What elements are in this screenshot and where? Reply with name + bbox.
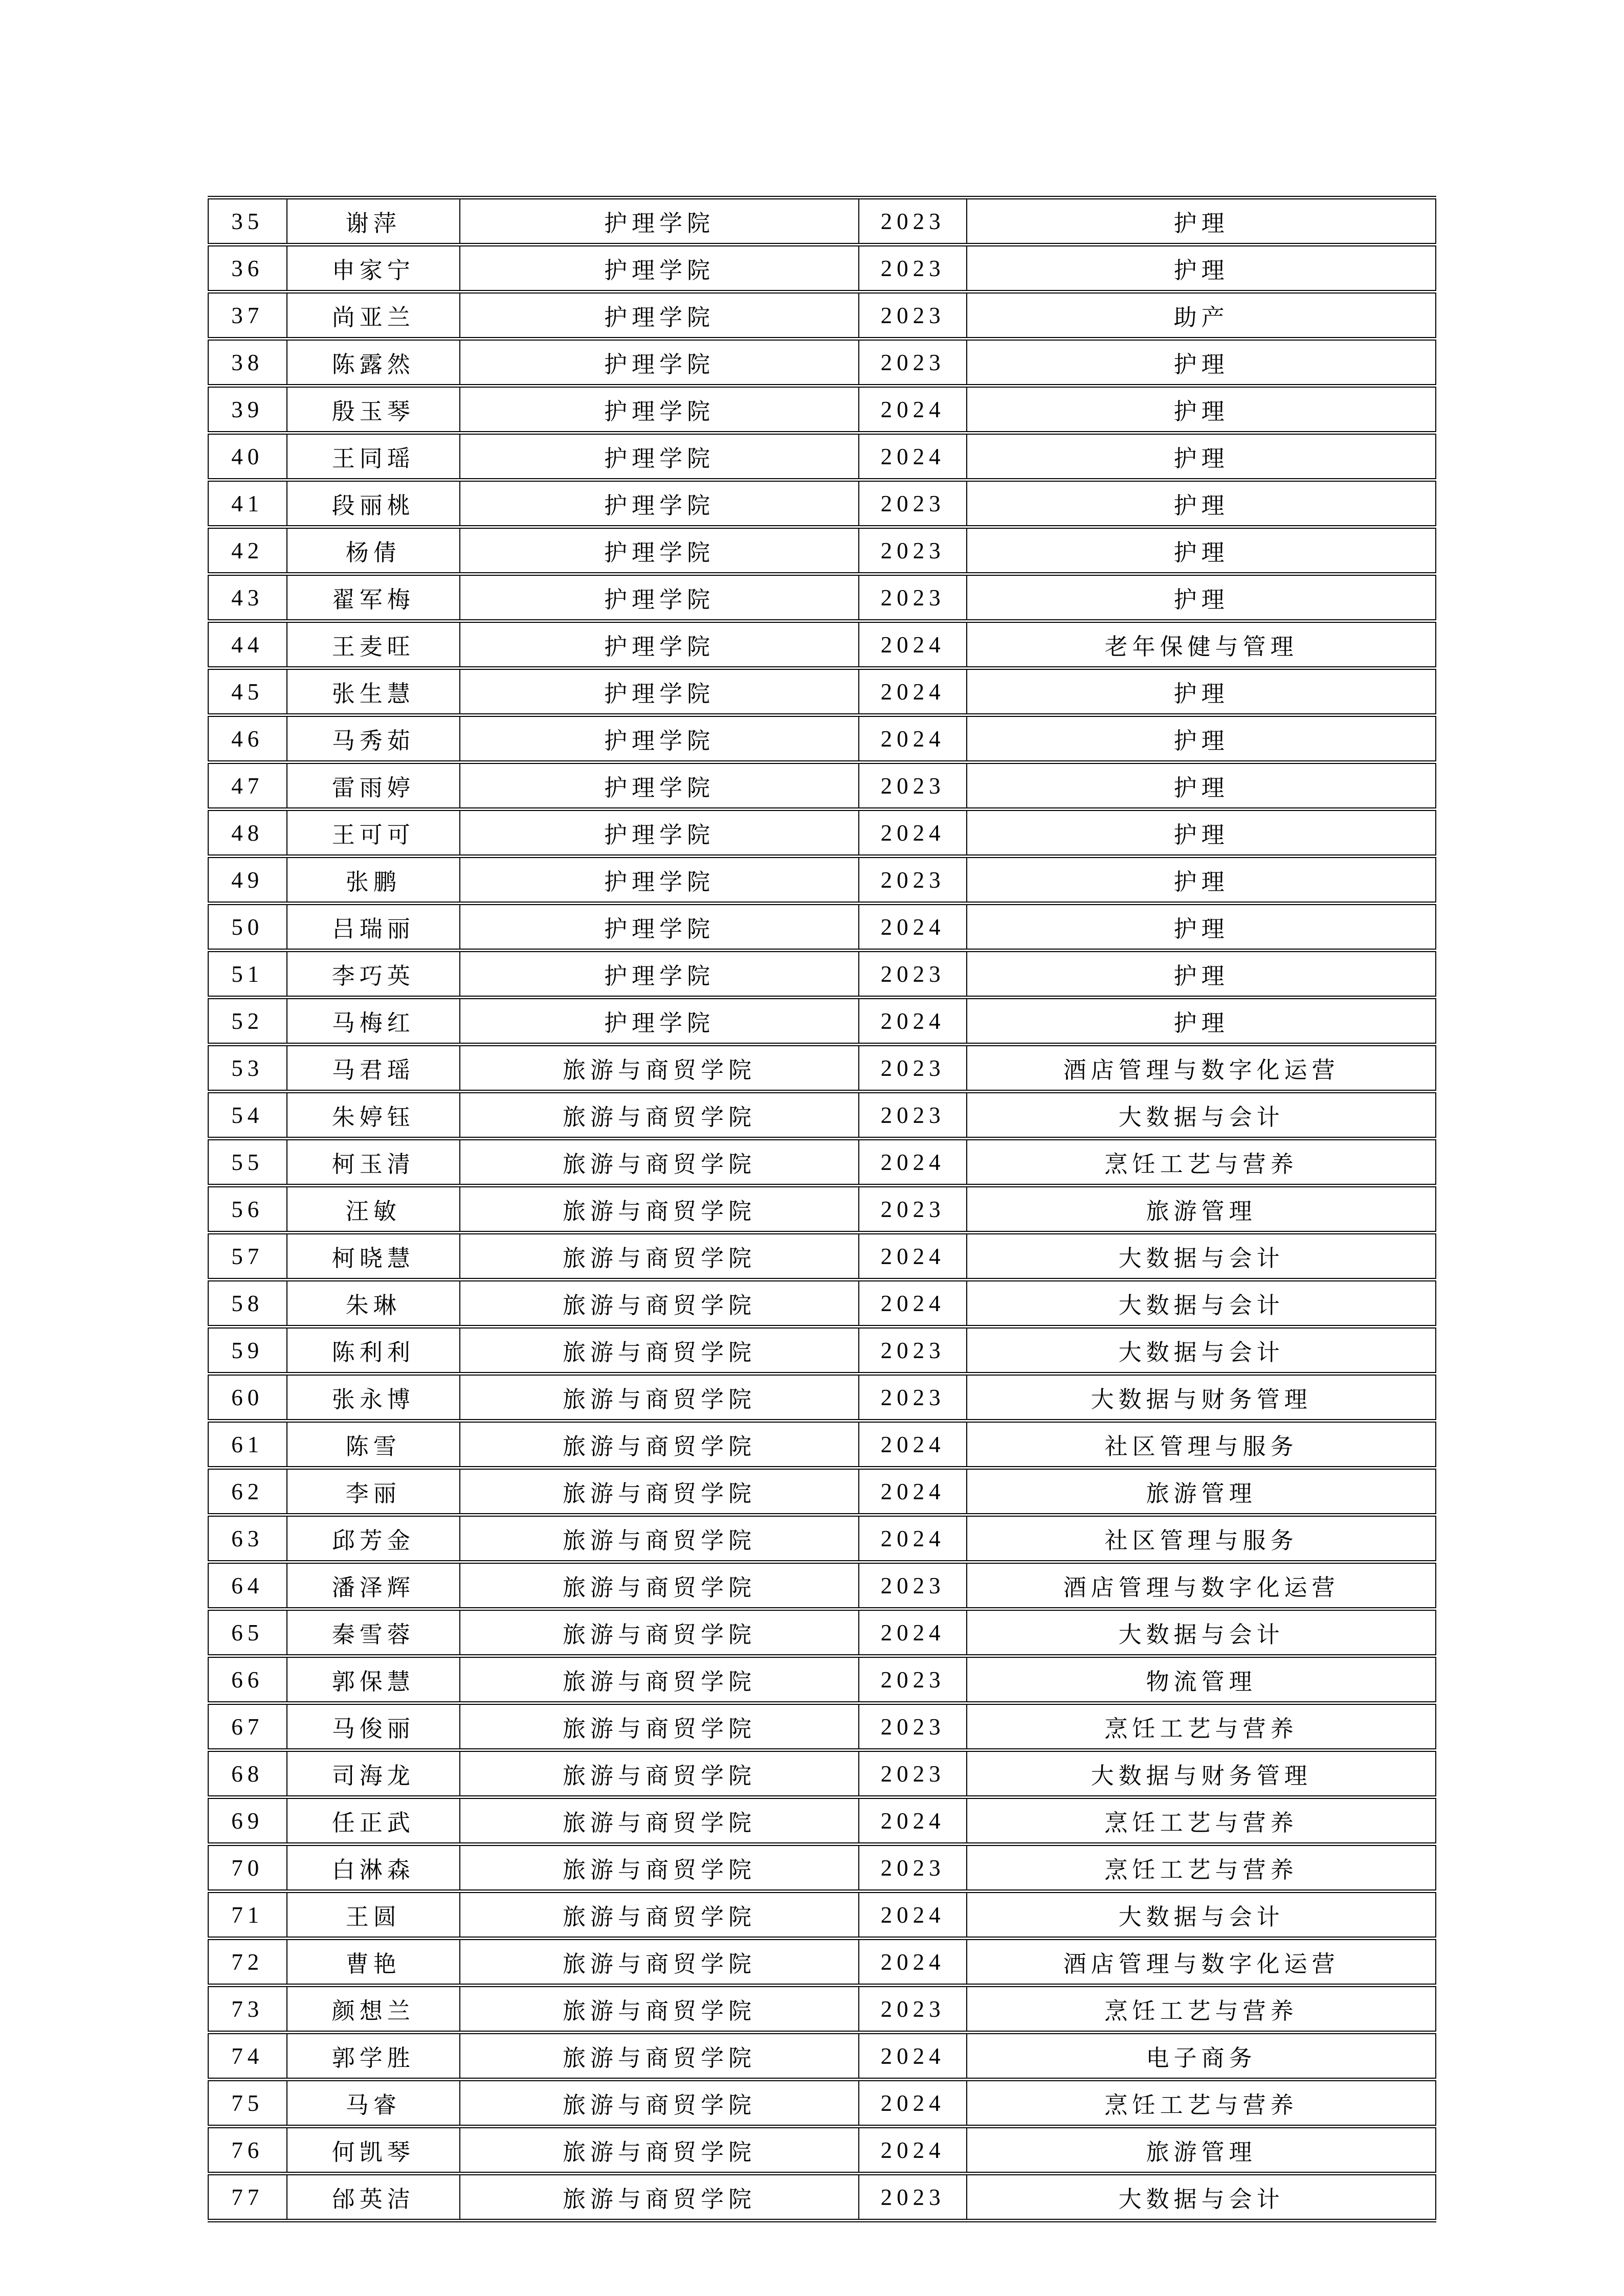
major-cell: 老年保健与管理 xyxy=(967,621,1436,668)
table-row xyxy=(208,1186,1436,1233)
year-cell: 2023 xyxy=(859,1092,967,1139)
college-cell: 护理学院 xyxy=(460,245,859,292)
college-cell: 旅游与商贸学院 xyxy=(460,1986,859,2033)
name-cell: 马梅红 xyxy=(287,998,460,1045)
college-cell: 旅游与商贸学院 xyxy=(460,1892,859,1939)
name-cell: 李巧英 xyxy=(287,951,460,998)
row-number-cell: 76 xyxy=(208,2127,287,2174)
name-cell: 王同瑶 xyxy=(287,433,460,480)
major-cell: 护理 xyxy=(967,386,1436,433)
major-cell: 烹饪工艺与营养 xyxy=(967,1797,1436,1844)
major-cell: 大数据与财务管理 xyxy=(967,1374,1436,1421)
major-cell: 护理 xyxy=(967,245,1436,292)
row-number-cell: 49 xyxy=(208,857,287,904)
table-row xyxy=(208,857,1436,904)
year-cell: 2024 xyxy=(859,621,967,668)
name-cell: 谢萍 xyxy=(287,198,460,245)
name-cell: 汪敏 xyxy=(287,1186,460,1233)
row-number-cell: 51 xyxy=(208,951,287,998)
name-cell: 陈雪 xyxy=(287,1421,460,1468)
student-roster-table xyxy=(208,196,1436,2222)
row-number-cell: 77 xyxy=(208,2174,287,2221)
name-cell: 吕瑞丽 xyxy=(287,904,460,951)
table-row xyxy=(208,951,1436,998)
table-row xyxy=(208,762,1436,809)
row-number-cell: 71 xyxy=(208,1892,287,1939)
name-cell: 司海龙 xyxy=(287,1750,460,1797)
row-number-cell: 61 xyxy=(208,1421,287,1468)
college-cell: 旅游与商贸学院 xyxy=(460,2033,859,2080)
row-number-cell: 41 xyxy=(208,480,287,527)
year-cell: 2023 xyxy=(859,1374,967,1421)
table-row xyxy=(208,1374,1436,1421)
name-cell: 段丽桃 xyxy=(287,480,460,527)
year-cell: 2024 xyxy=(859,2080,967,2127)
row-number-cell: 75 xyxy=(208,2080,287,2127)
college-cell: 护理学院 xyxy=(460,668,859,715)
name-cell: 郭学胜 xyxy=(287,2033,460,2080)
roster-table xyxy=(208,196,1436,2222)
college-cell: 护理学院 xyxy=(460,951,859,998)
college-cell: 护理学院 xyxy=(460,339,859,386)
major-cell: 护理 xyxy=(967,668,1436,715)
major-cell: 旅游管理 xyxy=(967,1468,1436,1515)
year-cell: 2023 xyxy=(859,527,967,574)
year-cell: 2023 xyxy=(859,292,967,339)
table-row xyxy=(208,715,1436,762)
table-row xyxy=(208,1797,1436,1844)
college-cell: 旅游与商贸学院 xyxy=(460,1562,859,1609)
name-cell: 朱琳 xyxy=(287,1280,460,1327)
row-number-cell: 69 xyxy=(208,1797,287,1844)
table-row xyxy=(208,527,1436,574)
row-number-cell: 74 xyxy=(208,2033,287,2080)
college-cell: 护理学院 xyxy=(460,809,859,857)
college-cell: 旅游与商贸学院 xyxy=(460,1750,859,1797)
table-row xyxy=(208,574,1436,621)
year-cell: 2023 xyxy=(859,1045,967,1092)
name-cell: 殷玉琴 xyxy=(287,386,460,433)
name-cell: 陈露然 xyxy=(287,339,460,386)
name-cell: 杨倩 xyxy=(287,527,460,574)
name-cell: 秦雪蓉 xyxy=(287,1609,460,1656)
row-number-cell: 52 xyxy=(208,998,287,1045)
year-cell: 2023 xyxy=(859,574,967,621)
name-cell: 张生慧 xyxy=(287,668,460,715)
year-cell: 2024 xyxy=(859,1139,967,1186)
row-number-cell: 72 xyxy=(208,1939,287,1986)
row-number-cell: 35 xyxy=(208,198,287,245)
college-cell: 旅游与商贸学院 xyxy=(460,1186,859,1233)
table-row xyxy=(208,1327,1436,1374)
year-cell: 2024 xyxy=(859,433,967,480)
year-cell: 2024 xyxy=(859,1280,967,1327)
row-number-cell: 47 xyxy=(208,762,287,809)
table-row xyxy=(208,1233,1436,1280)
year-cell: 2023 xyxy=(859,1656,967,1703)
major-cell: 护理 xyxy=(967,198,1436,245)
row-number-cell: 59 xyxy=(208,1327,287,1374)
table-row xyxy=(208,1045,1436,1092)
name-cell: 马俊丽 xyxy=(287,1703,460,1750)
table-row xyxy=(208,433,1436,480)
year-cell: 2023 xyxy=(859,1186,967,1233)
table-row xyxy=(208,1092,1436,1139)
year-cell: 2024 xyxy=(859,1939,967,1986)
college-cell: 旅游与商贸学院 xyxy=(460,1233,859,1280)
year-cell: 2023 xyxy=(859,480,967,527)
row-number-cell: 39 xyxy=(208,386,287,433)
college-cell: 护理学院 xyxy=(460,904,859,951)
name-cell: 邱芳金 xyxy=(287,1515,460,1562)
table-row xyxy=(208,1139,1436,1186)
major-cell: 酒店管理与数字化运营 xyxy=(967,1045,1436,1092)
major-cell: 电子商务 xyxy=(967,2033,1436,2080)
table-row xyxy=(208,1562,1436,1609)
row-number-cell: 73 xyxy=(208,1986,287,2033)
college-cell: 护理学院 xyxy=(460,715,859,762)
table-row xyxy=(208,2127,1436,2174)
row-number-cell: 56 xyxy=(208,1186,287,1233)
major-cell: 旅游管理 xyxy=(967,2127,1436,2174)
college-cell: 护理学院 xyxy=(460,857,859,904)
name-cell: 朱婷钰 xyxy=(287,1092,460,1139)
college-cell: 旅游与商贸学院 xyxy=(460,1515,859,1562)
college-cell: 护理学院 xyxy=(460,762,859,809)
major-cell: 护理 xyxy=(967,762,1436,809)
major-cell: 大数据与会计 xyxy=(967,1092,1436,1139)
table-row xyxy=(208,198,1436,245)
table-row xyxy=(208,1468,1436,1515)
table-row xyxy=(208,1986,1436,2033)
name-cell: 任正武 xyxy=(287,1797,460,1844)
year-cell: 2023 xyxy=(859,2174,967,2221)
name-cell: 曹艳 xyxy=(287,1939,460,1986)
name-cell: 申家宁 xyxy=(287,245,460,292)
row-number-cell: 54 xyxy=(208,1092,287,1139)
college-cell: 旅游与商贸学院 xyxy=(460,2127,859,2174)
year-cell: 2023 xyxy=(859,762,967,809)
name-cell: 马秀茹 xyxy=(287,715,460,762)
row-number-cell: 70 xyxy=(208,1844,287,1892)
college-cell: 护理学院 xyxy=(460,574,859,621)
table-row xyxy=(208,621,1436,668)
row-number-cell: 62 xyxy=(208,1468,287,1515)
table-row xyxy=(208,245,1436,292)
college-cell: 旅游与商贸学院 xyxy=(460,2174,859,2221)
year-cell: 2024 xyxy=(859,809,967,857)
row-number-cell: 53 xyxy=(208,1045,287,1092)
year-cell: 2024 xyxy=(859,904,967,951)
name-cell: 颜想兰 xyxy=(287,1986,460,2033)
table-row xyxy=(208,2033,1436,2080)
major-cell: 护理 xyxy=(967,527,1436,574)
college-cell: 护理学院 xyxy=(460,433,859,480)
row-number-cell: 48 xyxy=(208,809,287,857)
name-cell: 陈利利 xyxy=(287,1327,460,1374)
major-cell: 酒店管理与数字化运营 xyxy=(967,1939,1436,1986)
college-cell: 旅游与商贸学院 xyxy=(460,2080,859,2127)
row-number-cell: 38 xyxy=(208,339,287,386)
year-cell: 2023 xyxy=(859,198,967,245)
college-cell: 旅游与商贸学院 xyxy=(460,1280,859,1327)
major-cell: 烹饪工艺与营养 xyxy=(967,1139,1436,1186)
major-cell: 物流管理 xyxy=(967,1656,1436,1703)
table-row xyxy=(208,809,1436,857)
year-cell: 2023 xyxy=(859,1750,967,1797)
row-number-cell: 67 xyxy=(208,1703,287,1750)
major-cell: 护理 xyxy=(967,339,1436,386)
major-cell: 社区管理与服务 xyxy=(967,1421,1436,1468)
college-cell: 护理学院 xyxy=(460,480,859,527)
year-cell: 2024 xyxy=(859,668,967,715)
major-cell: 烹饪工艺与营养 xyxy=(967,2080,1436,2127)
college-cell: 护理学院 xyxy=(460,198,859,245)
name-cell: 王麦旺 xyxy=(287,621,460,668)
year-cell: 2023 xyxy=(859,1703,967,1750)
row-number-cell: 45 xyxy=(208,668,287,715)
table-row xyxy=(208,292,1436,339)
table-row xyxy=(208,386,1436,433)
college-cell: 旅游与商贸学院 xyxy=(460,1468,859,1515)
name-cell: 何凯琴 xyxy=(287,2127,460,2174)
row-number-cell: 43 xyxy=(208,574,287,621)
row-number-cell: 55 xyxy=(208,1139,287,1186)
year-cell: 2024 xyxy=(859,1892,967,1939)
year-cell: 2023 xyxy=(859,1562,967,1609)
major-cell: 护理 xyxy=(967,480,1436,527)
table-row xyxy=(208,1609,1436,1656)
major-cell: 护理 xyxy=(967,574,1436,621)
year-cell: 2024 xyxy=(859,1609,967,1656)
year-cell: 2023 xyxy=(859,1327,967,1374)
row-number-cell: 63 xyxy=(208,1515,287,1562)
name-cell: 翟军梅 xyxy=(287,574,460,621)
name-cell: 马君瑶 xyxy=(287,1045,460,1092)
name-cell: 柯晓慧 xyxy=(287,1233,460,1280)
year-cell: 2023 xyxy=(859,1986,967,2033)
college-cell: 旅游与商贸学院 xyxy=(460,1609,859,1656)
table-row xyxy=(208,1280,1436,1327)
table-row xyxy=(208,1421,1436,1468)
major-cell: 护理 xyxy=(967,904,1436,951)
college-cell: 旅游与商贸学院 xyxy=(460,1045,859,1092)
major-cell: 烹饪工艺与营养 xyxy=(967,1703,1436,1750)
name-cell: 邰英洁 xyxy=(287,2174,460,2221)
row-number-cell: 58 xyxy=(208,1280,287,1327)
name-cell: 柯玉清 xyxy=(287,1139,460,1186)
name-cell: 潘泽辉 xyxy=(287,1562,460,1609)
name-cell: 张永博 xyxy=(287,1374,460,1421)
college-cell: 护理学院 xyxy=(460,292,859,339)
name-cell: 李丽 xyxy=(287,1468,460,1515)
table-row xyxy=(208,668,1436,715)
table-row xyxy=(208,1703,1436,1750)
row-number-cell: 40 xyxy=(208,433,287,480)
year-cell: 2024 xyxy=(859,1468,967,1515)
major-cell: 大数据与财务管理 xyxy=(967,1750,1436,1797)
year-cell: 2023 xyxy=(859,857,967,904)
college-cell: 旅游与商贸学院 xyxy=(460,1656,859,1703)
year-cell: 2024 xyxy=(859,1797,967,1844)
table-row xyxy=(208,1844,1436,1892)
row-number-cell: 60 xyxy=(208,1374,287,1421)
college-cell: 旅游与商贸学院 xyxy=(460,1374,859,1421)
student-table-body xyxy=(208,198,1436,2221)
name-cell: 张鹏 xyxy=(287,857,460,904)
table-row xyxy=(208,1656,1436,1703)
name-cell: 王可可 xyxy=(287,809,460,857)
college-cell: 护理学院 xyxy=(460,621,859,668)
row-number-cell: 46 xyxy=(208,715,287,762)
name-cell: 尚亚兰 xyxy=(287,292,460,339)
name-cell: 郭保慧 xyxy=(287,1656,460,1703)
major-cell: 助产 xyxy=(967,292,1436,339)
name-cell: 雷雨婷 xyxy=(287,762,460,809)
major-cell: 护理 xyxy=(967,433,1436,480)
name-cell: 王圆 xyxy=(287,1892,460,1939)
year-cell: 2023 xyxy=(859,245,967,292)
table-row xyxy=(208,2080,1436,2127)
row-number-cell: 36 xyxy=(208,245,287,292)
major-cell: 护理 xyxy=(967,715,1436,762)
row-number-cell: 37 xyxy=(208,292,287,339)
college-cell: 旅游与商贸学院 xyxy=(460,1939,859,1986)
year-cell: 2024 xyxy=(859,386,967,433)
table-row xyxy=(208,1515,1436,1562)
row-number-cell: 50 xyxy=(208,904,287,951)
major-cell: 大数据与会计 xyxy=(967,1609,1436,1656)
table-row xyxy=(208,904,1436,951)
table-row xyxy=(208,480,1436,527)
year-cell: 2024 xyxy=(859,998,967,1045)
college-cell: 旅游与商贸学院 xyxy=(460,1421,859,1468)
college-cell: 旅游与商贸学院 xyxy=(460,1844,859,1892)
year-cell: 2024 xyxy=(859,2127,967,2174)
year-cell: 2024 xyxy=(859,1421,967,1468)
major-cell: 大数据与会计 xyxy=(967,2174,1436,2221)
major-cell: 护理 xyxy=(967,809,1436,857)
major-cell: 护理 xyxy=(967,857,1436,904)
row-number-cell: 57 xyxy=(208,1233,287,1280)
row-number-cell: 44 xyxy=(208,621,287,668)
major-cell: 大数据与会计 xyxy=(967,1233,1436,1280)
major-cell: 烹饪工艺与营养 xyxy=(967,1986,1436,2033)
college-cell: 旅游与商贸学院 xyxy=(460,1703,859,1750)
row-number-cell: 64 xyxy=(208,1562,287,1609)
year-cell: 2024 xyxy=(859,715,967,762)
table-row xyxy=(208,2174,1436,2221)
college-cell: 旅游与商贸学院 xyxy=(460,1797,859,1844)
row-number-cell: 68 xyxy=(208,1750,287,1797)
table-row xyxy=(208,339,1436,386)
year-cell: 2024 xyxy=(859,1233,967,1280)
year-cell: 2023 xyxy=(859,951,967,998)
college-cell: 护理学院 xyxy=(460,386,859,433)
major-cell: 旅游管理 xyxy=(967,1186,1436,1233)
major-cell: 大数据与会计 xyxy=(967,1327,1436,1374)
name-cell: 白淋森 xyxy=(287,1844,460,1892)
major-cell: 护理 xyxy=(967,998,1436,1045)
college-cell: 旅游与商贸学院 xyxy=(460,1092,859,1139)
major-cell: 大数据与会计 xyxy=(967,1280,1436,1327)
name-cell: 马睿 xyxy=(287,2080,460,2127)
table-row xyxy=(208,1892,1436,1939)
college-cell: 护理学院 xyxy=(460,527,859,574)
major-cell: 大数据与会计 xyxy=(967,1892,1436,1939)
college-cell: 旅游与商贸学院 xyxy=(460,1327,859,1374)
year-cell: 2024 xyxy=(859,1515,967,1562)
college-cell: 护理学院 xyxy=(460,998,859,1045)
major-cell: 烹饪工艺与营养 xyxy=(967,1844,1436,1892)
table-row xyxy=(208,998,1436,1045)
year-cell: 2023 xyxy=(859,339,967,386)
major-cell: 护理 xyxy=(967,951,1436,998)
row-number-cell: 42 xyxy=(208,527,287,574)
table-row xyxy=(208,1939,1436,1986)
row-number-cell: 65 xyxy=(208,1609,287,1656)
college-cell: 旅游与商贸学院 xyxy=(460,1139,859,1186)
table-row xyxy=(208,1750,1436,1797)
year-cell: 2023 xyxy=(859,1844,967,1892)
major-cell: 社区管理与服务 xyxy=(967,1515,1436,1562)
major-cell: 酒店管理与数字化运营 xyxy=(967,1562,1436,1609)
year-cell: 2024 xyxy=(859,2033,967,2080)
row-number-cell: 66 xyxy=(208,1656,287,1703)
